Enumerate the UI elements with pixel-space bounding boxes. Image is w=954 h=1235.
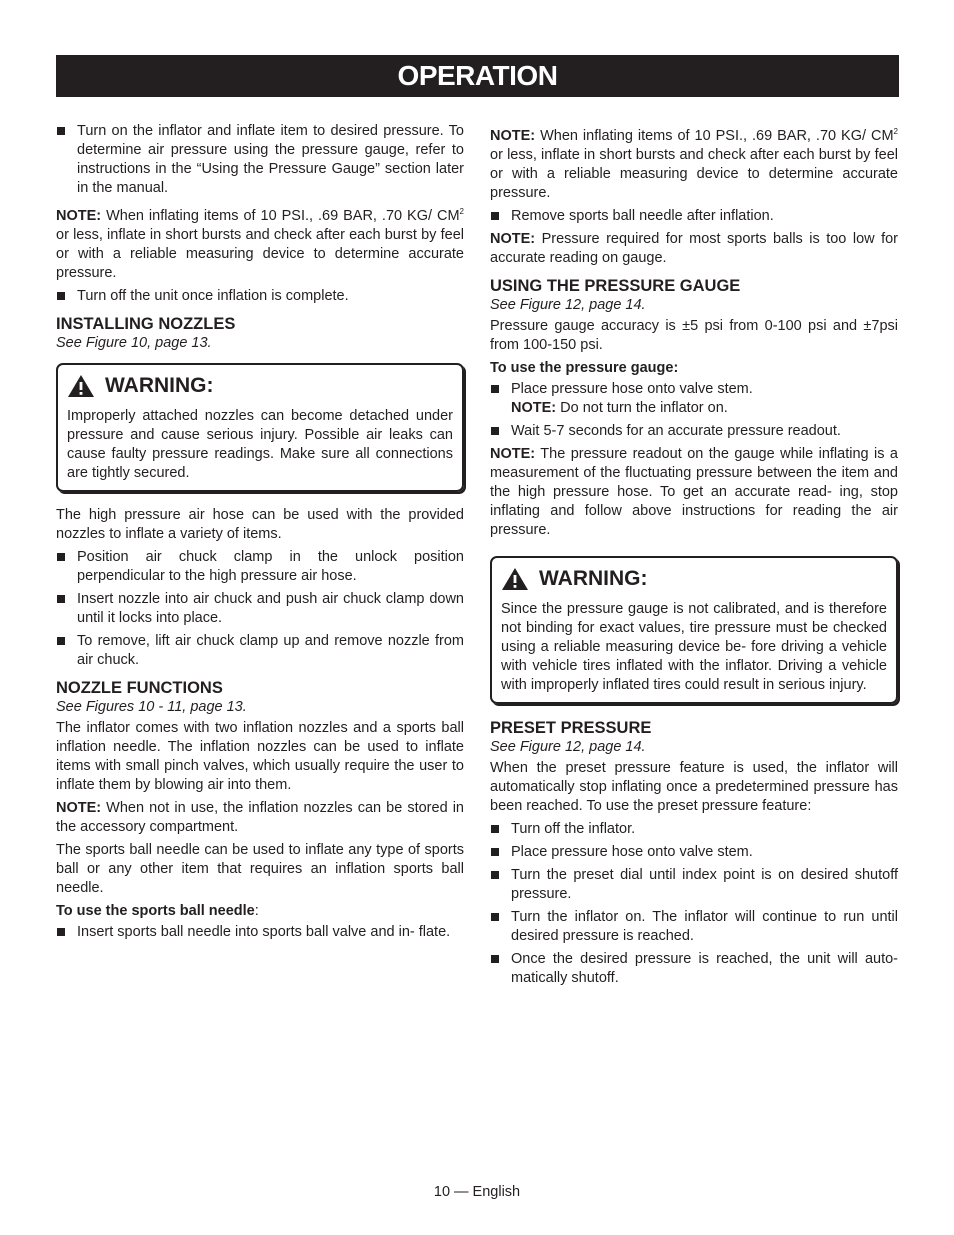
warning-header: WARNING: [501, 566, 887, 592]
bullet-square-icon [491, 955, 499, 963]
paragraph: The high pressure air hose can be used with the provided nozzles to inflate a variety of items. [56, 506, 464, 542]
note-paragraph: NOTE: When inflating items of 10 PSI., .69 BAR, .70 KG/ $CM^2$ or less, inflate in short bursts and check after each burst by feel or with a reliable measuring device to determine accurate pressure. [56, 207, 464, 281]
note-paragraph: NOTE: The pressure readout on the gauge while inflating is a measurement of the fluctuating pressure between the item and the high pressure hose. To get an accurate read- ing, stop inflating and follow above instructions for reading the air pressure. [490, 445, 898, 538]
section-heading-nozzle-functions: NOZZLE FUNCTIONS [56, 678, 223, 697]
bullet-square-icon [57, 127, 65, 135]
list-item: Place pressure hose onto valve stem. NOTE: Do not turn the inflator on. [490, 380, 898, 418]
bullet-square-icon [491, 427, 499, 435]
bullet-square-icon [491, 848, 499, 856]
list-item: Turn on the inflator and inflate item to desired pressure. To determine air pressure using the pressure gauge, refer to instructions in the “Using the Pressure Gauge” section later in the manual. [56, 122, 464, 198]
bullet-square-icon [57, 553, 65, 561]
bullet-square-icon [491, 871, 499, 879]
list-item: Once the desired pressure is reached, the unit will auto- matically shutoff. [490, 950, 898, 988]
figure-reference: See Figure 12, page 14. [490, 738, 646, 755]
list-item: To remove, lift air chuck clamp up and remove nozzle from air chuck. [56, 632, 464, 670]
warning-text: Improperly attached nozzles can become detached under pressure and cause serious injury. Possible air leaks can cause faulty pressure readings. Make sure all connections are tightly secured. [67, 407, 453, 481]
list-item: Turn the preset dial until index point is on desired shutoff pressure. [490, 866, 898, 904]
figure-reference: See Figures 10 - 11, page 13. [56, 698, 247, 715]
list-item: Turn off the inflator. [490, 820, 898, 839]
page-title: OPERATION [56, 55, 899, 97]
paragraph: The sports ball needle can be used to inflate any type of sports ball or any other item that requires an inflation sports ball needle. [56, 841, 464, 896]
bullet-square-icon [57, 292, 65, 300]
list-item: Position air chuck clamp in the unlock position perpendicular to the high pressure air hose. [56, 548, 464, 586]
bullet-square-icon [57, 637, 65, 645]
figure-reference: See Figure 12, page 14. [490, 296, 646, 313]
paragraph: When the preset pressure feature is used, the inflator will automatically stop inflating once a predetermined pressure has been reached. To use the preset pressure feature: [490, 759, 898, 814]
section-heading-preset-pressure: PRESET PRESSURE [490, 718, 652, 737]
left-column [56, 122, 464, 946]
page-footer: 10 — English [433, 1184, 521, 1200]
section-heading-installing-nozzles: INSTALLING NOZZLES [56, 314, 236, 333]
list-item: Insert sports ball needle into sports ball valve and in- flate. [56, 923, 464, 942]
bullet-square-icon [491, 825, 499, 833]
figure-reference: See Figure 10, page 13. [56, 334, 212, 351]
warning-box [490, 556, 898, 704]
warning-text: Since the pressure gauge is not calibrated, and is therefore not binding for exact values, tire pressure must be checked using a reliable measuring device be- fore driving a vehicle with vehicle tires inflated with the inflator. Driving a vehicle with improperly inflated tires could result in serious injury. [501, 600, 887, 693]
warning-header: WARNING: [67, 373, 453, 399]
bullet-note: NOTE: Do not turn the inflator on. [511, 399, 728, 416]
list-item: Insert nozzle into air chuck and push air chuck clamp down until it locks into place. [56, 590, 464, 628]
note-paragraph: NOTE: When not in use, the inflation nozzles can be stored in the accessory compartment. [56, 799, 464, 835]
right-column [490, 122, 898, 992]
section-heading-pressure-gauge: USING THE PRESSURE GAUGE [490, 276, 741, 295]
warning-box [56, 363, 464, 492]
sub-label: To use the pressure gauge: [490, 359, 679, 376]
bullet-square-icon [491, 385, 499, 393]
list-item: Remove sports ball needle after inflation. [490, 207, 898, 226]
bullet-square-icon [57, 595, 65, 603]
bullet-square-icon [491, 212, 499, 220]
list-item: Turn the inflator on. The inflator will continue to run until desired pressure is reached. [490, 908, 898, 946]
warning-triangle-icon [67, 374, 95, 398]
paragraph: The inflator comes with two inflation nozzles and a sports ball inflation needle. The inflation nozzles can be used to inflate items with small pinch valves, which usually require the user to inflate them by blowing air into them. [56, 719, 464, 793]
list-item: Wait 5-7 seconds for an accurate pressure readout. [490, 422, 898, 441]
paragraph: Pressure gauge accuracy is ±5 psi from 0-100 psi and ±7psi from 100-150 psi. [490, 317, 898, 353]
warning-triangle-icon [501, 567, 529, 591]
bullet-square-icon [491, 913, 499, 921]
bullet-square-icon [57, 928, 65, 936]
list-item: Turn off the unit once inflation is complete. [56, 287, 464, 306]
note-paragraph: NOTE: When inflating items of 10 PSI., .69 BAR, .70 KG/ $CM^2$ or less, inflate in short bursts and check after each burst by feel or with a reliable measuring device to determine accurate pressure. [490, 127, 898, 201]
list-item: Place pressure hose onto valve stem. [490, 843, 898, 862]
sub-label: To use the sports ball needle: [56, 902, 259, 919]
note-paragraph: NOTE: Pressure required for most sports balls is too low for accurate reading on gauge. [490, 230, 898, 266]
